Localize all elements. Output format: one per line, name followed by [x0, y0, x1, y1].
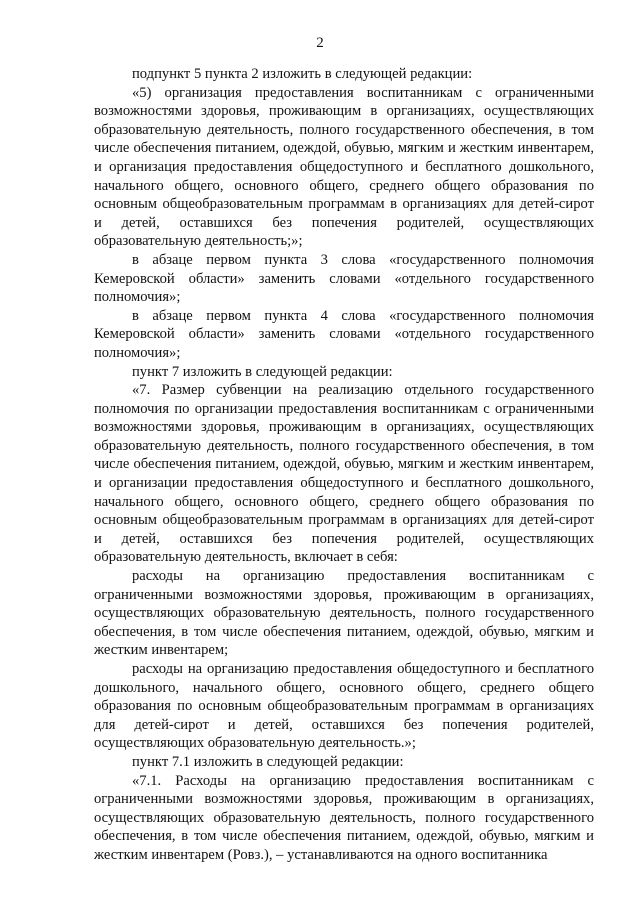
paragraph-item-3-change: в абзаце первом пункта 3 слова «государственного полномочия Кемеровской области» заменить словами «отдельного государственного полномочия»;	[94, 251, 594, 306]
paragraph-item-7-1-text: «7.1. Расходы на организацию предоставления воспитанникам с ограниченными возможностями здоровья, проживающим в организациях, осуществляющих образовательную деятельность, полного государственного обеспечения, в том числе обеспечения питанием, одеждой, обувью, мягким и жестким инвентарем (Ровз.), – устанавливаются на одного воспитанника	[94, 772, 594, 863]
paragraph-subitem-5-intro: подпункт 5 пункта 2 изложить в следующей редакции:	[132, 66, 473, 82]
document-body	[94, 65, 594, 865]
paragraph-item-7-intro: пункт 7 изложить в следующей редакции:	[132, 363, 393, 380]
paragraph-item-7-1-intro: пункт 7.1 изложить в следующей редакции:	[132, 753, 404, 770]
paragraph-expenses-education: расходы на организацию предоставления общедоступного и бесплатного дошкольного, начального общего, основного общего, среднего общего образования по основным общеобразовательным программам в организациях для детей-сирот и детей, оставшихся без попечения родителей, осуществляющих образовательную деятельность.»;	[94, 661, 594, 752]
page-number: 2	[316, 35, 324, 51]
paragraph-item-7-text: «7. Размер субвенции на реализацию отдельного государственного полномочия по организации предоставления воспитанникам с ограниченными возможностями здоровья, проживающим в организациях, осуществляющих образовательную деятельность, полного государственного обеспечения, в том числе обеспечения питанием, одеждой, обувью, мягким и жестким инвентарем, и организации предоставления общедоступного и бесплатного дошкольного, начального общего, основного общего, среднего общего образования по основным общеобразовательным программам в организациях для детей-сирот и детей, оставшихся без попечения родителей, осуществляющих образовательную деятельность, включает в себя:	[94, 382, 594, 566]
paragraph-subitem-5-text: «5) организация предоставления воспитанникам с ограниченными возможностями здоровья, проживающим в организациях, осуществляющих образовательную деятельность, полного государственного обеспечения, в том числе обеспечения питанием, одеждой, обувью, мягким и жестким инвентарем, и организация предоставления общедоступного и бесплатного дошкольного, начального общего, основного общего, среднего общего образования по основным общеобразовательным программам в организациях для детей-сирот и детей, оставшихся без попечения родителей, осуществляющих образовательную деятельность;»;	[94, 84, 594, 250]
paragraph-expenses-support: расходы на организацию предоставления воспитанникам с ограниченными возможностями здоровья, проживающим в организациях, осуществляющих образовательную деятельность, полного государственного обеспечения, в том числе обеспечения питанием, одеждой, обувью, мягким и жестким инвентарем;	[94, 568, 594, 659]
paragraph-item-4-change: в абзаце первом пункта 4 слова «государственного полномочия Кемеровской области» заменить словами «отдельного государственного полномочия»;	[94, 307, 594, 361]
